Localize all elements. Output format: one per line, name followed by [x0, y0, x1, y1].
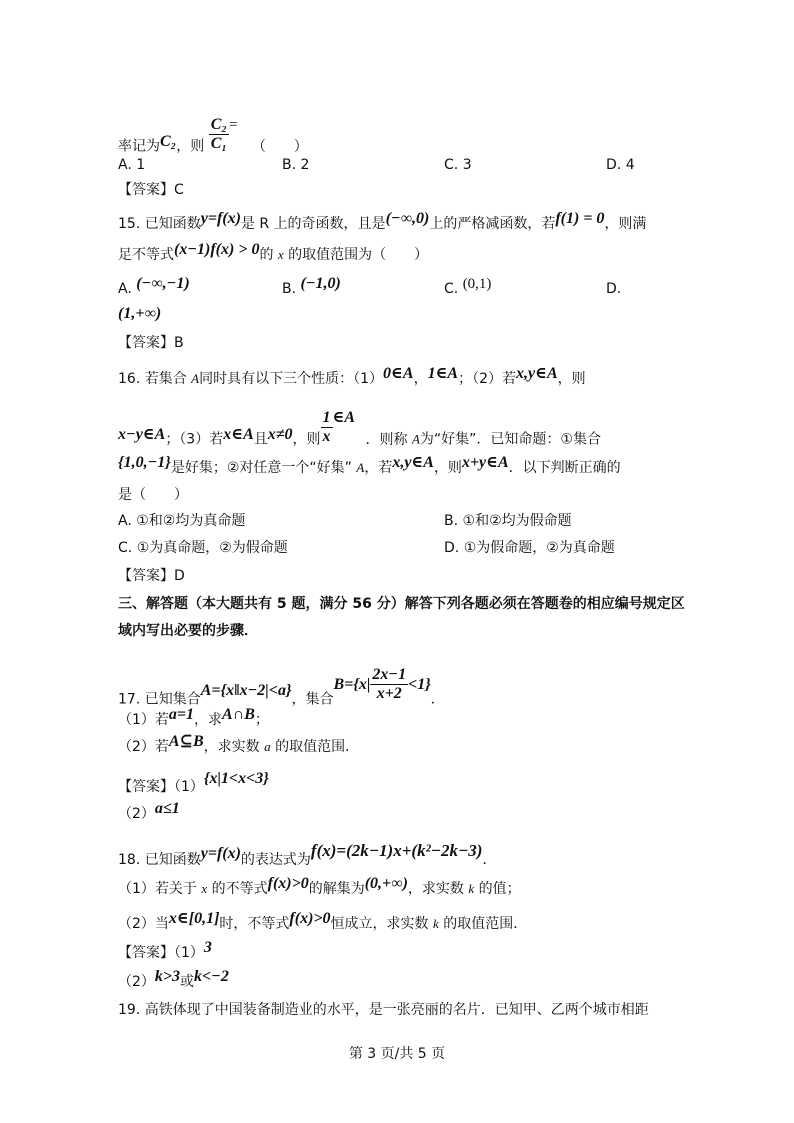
q16-line3: [118, 454, 621, 478]
section-heading: 三、解答题（本大题共有 5 题，满分 56 分）解答下列各题必须在答题卷的相应编号规定区: [118, 596, 685, 612]
var: A: [356, 460, 365, 475]
q18-part1: [118, 875, 521, 899]
text: 已知集合: [144, 691, 201, 708]
var: A: [411, 431, 420, 447]
text: ①为假命题，②为真命题: [463, 540, 615, 556]
math: y=f(x): [200, 210, 241, 227]
q18-answer2: [118, 968, 229, 992]
label: B.: [282, 281, 297, 297]
text: 的不等式: [211, 881, 268, 897]
fraction: [321, 409, 333, 446]
frac-den: x+2: [376, 685, 402, 702]
text: ，求: [194, 712, 223, 728]
text: 是好集；②对任意一个“好集”: [170, 460, 352, 476]
math: 0∈A: [383, 365, 414, 382]
q-num: 15.: [118, 216, 141, 232]
text: 是 R 上的奇函数，且是: [240, 216, 386, 232]
text: 且: [253, 431, 268, 448]
text: 2: [300, 157, 310, 173]
math: (x−1)f(x) > 0: [174, 241, 260, 258]
text: ．: [482, 852, 497, 868]
label: B.: [444, 513, 459, 529]
text: 的: [259, 247, 274, 263]
frac-num: 2x−1: [372, 666, 407, 683]
text: 上的严格减函数，若: [429, 216, 556, 232]
var: a: [264, 739, 271, 754]
page-footer: 第 3 页/共 5 页: [348, 1046, 446, 1062]
frac-den: x: [322, 428, 331, 445]
math: x−y∈A: [118, 425, 166, 443]
text: 1: [136, 157, 146, 173]
text: 恒成立，求实数: [330, 916, 429, 932]
math: {1,0,−1}: [118, 454, 171, 471]
math: 3: [203, 939, 212, 956]
math: x+y∈A: [461, 454, 509, 471]
math: A∩B: [222, 706, 255, 723]
label: D.: [444, 540, 460, 556]
text: 足不等式: [118, 247, 174, 263]
text: （2）: [118, 806, 155, 822]
math: (−∞,−1): [136, 275, 190, 292]
text: 同时具有以下三个性质：（1）: [199, 371, 384, 387]
label: B.: [282, 157, 297, 173]
text: ①和②均为真命题: [136, 513, 246, 529]
text: 已知函数: [144, 216, 201, 232]
math: x∈[0,1]: [168, 910, 220, 927]
text: 的值；: [478, 881, 521, 897]
label: A.: [118, 281, 132, 297]
math: B={x|: [333, 675, 371, 693]
q15-line1: [118, 210, 647, 234]
var: x: [201, 881, 208, 896]
q15-answer: [118, 333, 184, 353]
math: (0,1): [462, 276, 492, 292]
math: =: [228, 116, 238, 133]
q16-answer: [118, 566, 185, 586]
option-c: [118, 538, 288, 558]
text: ．则称: [365, 431, 408, 448]
var: k: [432, 916, 439, 931]
math: f(x)=(2k−1)x+(k²−2k−3): [310, 841, 483, 860]
answer: D: [174, 568, 185, 584]
text: 的解集为: [308, 881, 365, 897]
q18-part2: [118, 910, 528, 934]
answer: C: [174, 182, 184, 198]
q18-answer1: [118, 939, 212, 963]
text: （1）若: [118, 712, 169, 728]
text: ①和②均为假命题: [462, 513, 572, 529]
label: A.: [118, 513, 132, 529]
q-num: 16.: [118, 371, 141, 387]
q17-answer1: [118, 770, 269, 797]
math: A⊆B: [168, 733, 204, 750]
answer-label: 【答案】: [118, 945, 174, 961]
math: 1∈A: [427, 365, 459, 382]
label: C.: [444, 281, 459, 297]
text: 时，不等式: [219, 916, 290, 932]
text: （2）: [118, 974, 155, 990]
math: a=1: [168, 706, 195, 723]
q18-stem: [118, 841, 497, 870]
text: ，则满: [604, 216, 647, 232]
text: ，求实数: [203, 739, 260, 755]
q-num: 18.: [118, 852, 141, 868]
math: f(x)>0: [289, 910, 331, 927]
math: A={x‖x−2|<a}: [200, 681, 292, 699]
frac-num: 1: [322, 409, 331, 426]
option-b: [282, 275, 341, 299]
q16-line2: [118, 408, 601, 458]
fraction: [370, 666, 408, 703]
text: 的取值范围．: [443, 916, 528, 932]
frac-den: C₁: [210, 135, 227, 152]
fraction: [209, 116, 229, 153]
text: 3: [462, 157, 472, 173]
q17-part2: [118, 733, 360, 757]
option-d-label: [606, 279, 621, 299]
text: 的取值范围为（ ）: [288, 247, 429, 263]
section-heading-cont: 域内写出必要的步骤．: [118, 623, 258, 639]
text: （1）若关于: [118, 881, 197, 897]
q-num: 17.: [118, 691, 141, 708]
answer-label: 【答案】: [118, 568, 174, 584]
text: 已知函数: [144, 852, 201, 868]
label: D.: [606, 281, 622, 297]
text: ，则: [292, 431, 321, 448]
text: 若集合: [144, 371, 187, 387]
text: 为“好集”．已知命题：①集合: [419, 431, 601, 448]
option-c: [444, 276, 492, 299]
math: (−1,0): [300, 275, 341, 292]
text: 的表达式为: [240, 852, 311, 868]
option-b: [444, 511, 572, 531]
text: ，若: [364, 460, 393, 476]
math: k<−2: [194, 968, 229, 985]
q14-stem: [118, 116, 308, 165]
text: （ ）: [251, 138, 308, 155]
option-b: [282, 155, 309, 175]
q15-option-d-value: [118, 305, 162, 329]
text: （2）若: [118, 739, 169, 755]
label: C.: [118, 540, 133, 556]
math: (1,+∞): [118, 305, 162, 322]
var: x: [277, 247, 284, 262]
text: ，求实数: [407, 881, 464, 897]
text: （1）: [174, 779, 204, 795]
text: ，则: [433, 460, 462, 476]
math: x,y∈A: [392, 454, 434, 471]
text: ，: [413, 371, 428, 387]
text: ；: [254, 712, 269, 728]
q19-stem: 19. 高铁体现了中国装备制造业的水平，是一张亮丽的名片．已知甲、乙两个城市相距: [118, 1002, 649, 1018]
text: （2）当: [118, 916, 169, 932]
text: ①为真命题，②为假命题: [136, 540, 288, 556]
text: 的取值范围．: [275, 739, 360, 755]
text: ，则: [176, 138, 205, 155]
math: x≠0: [267, 425, 293, 443]
text: （1）: [174, 945, 204, 961]
option-d: [606, 155, 635, 175]
option-c: [444, 155, 472, 175]
math: (−∞,0): [385, 210, 430, 227]
math: C₂: [160, 132, 177, 150]
text: ；（3）若: [165, 431, 224, 448]
math: f(1) = 0: [555, 210, 605, 227]
text: ．以下判断正确的: [508, 460, 621, 476]
option-a: [118, 275, 190, 299]
q16-line1: [118, 365, 586, 389]
var: A: [191, 371, 200, 386]
frac-num: C₂: [210, 116, 227, 133]
q16-line4: [118, 485, 188, 505]
math: a≤1: [154, 800, 180, 817]
math: <1}: [408, 675, 431, 693]
q17-part1: [118, 706, 269, 730]
var: k: [468, 881, 475, 896]
math: y=f(x): [200, 845, 241, 862]
math: x∈A: [223, 425, 254, 443]
math: f(x)>0: [267, 875, 309, 892]
math: k>3: [154, 968, 181, 985]
text: 或: [180, 974, 195, 990]
math: {x|1<x<3}: [203, 770, 269, 787]
option-a: [118, 511, 245, 531]
option-d: [444, 538, 615, 558]
math: x,y∈A: [516, 365, 558, 382]
text: ；（2）若: [458, 371, 516, 387]
text: ，则: [557, 371, 586, 387]
label: D.: [606, 157, 622, 173]
text: ．: [430, 691, 445, 708]
option-a: [118, 155, 145, 175]
math: (0,+∞): [364, 875, 408, 892]
q15-line2: [118, 241, 429, 265]
label: A.: [118, 157, 132, 173]
text: 4: [625, 157, 635, 173]
answer-label: 【答案】: [118, 335, 174, 351]
q14-answer: [118, 180, 184, 200]
q17-answer2: [118, 800, 180, 824]
text: 率记为: [118, 138, 160, 155]
answer: B: [174, 335, 184, 351]
answer-label: 【答案】: [118, 779, 174, 795]
math: ∈A: [332, 408, 356, 426]
text: ，集合: [291, 691, 334, 708]
answer-label: 【答案】: [118, 182, 174, 198]
label: C.: [444, 157, 459, 173]
text: 是（ ）: [118, 487, 188, 503]
